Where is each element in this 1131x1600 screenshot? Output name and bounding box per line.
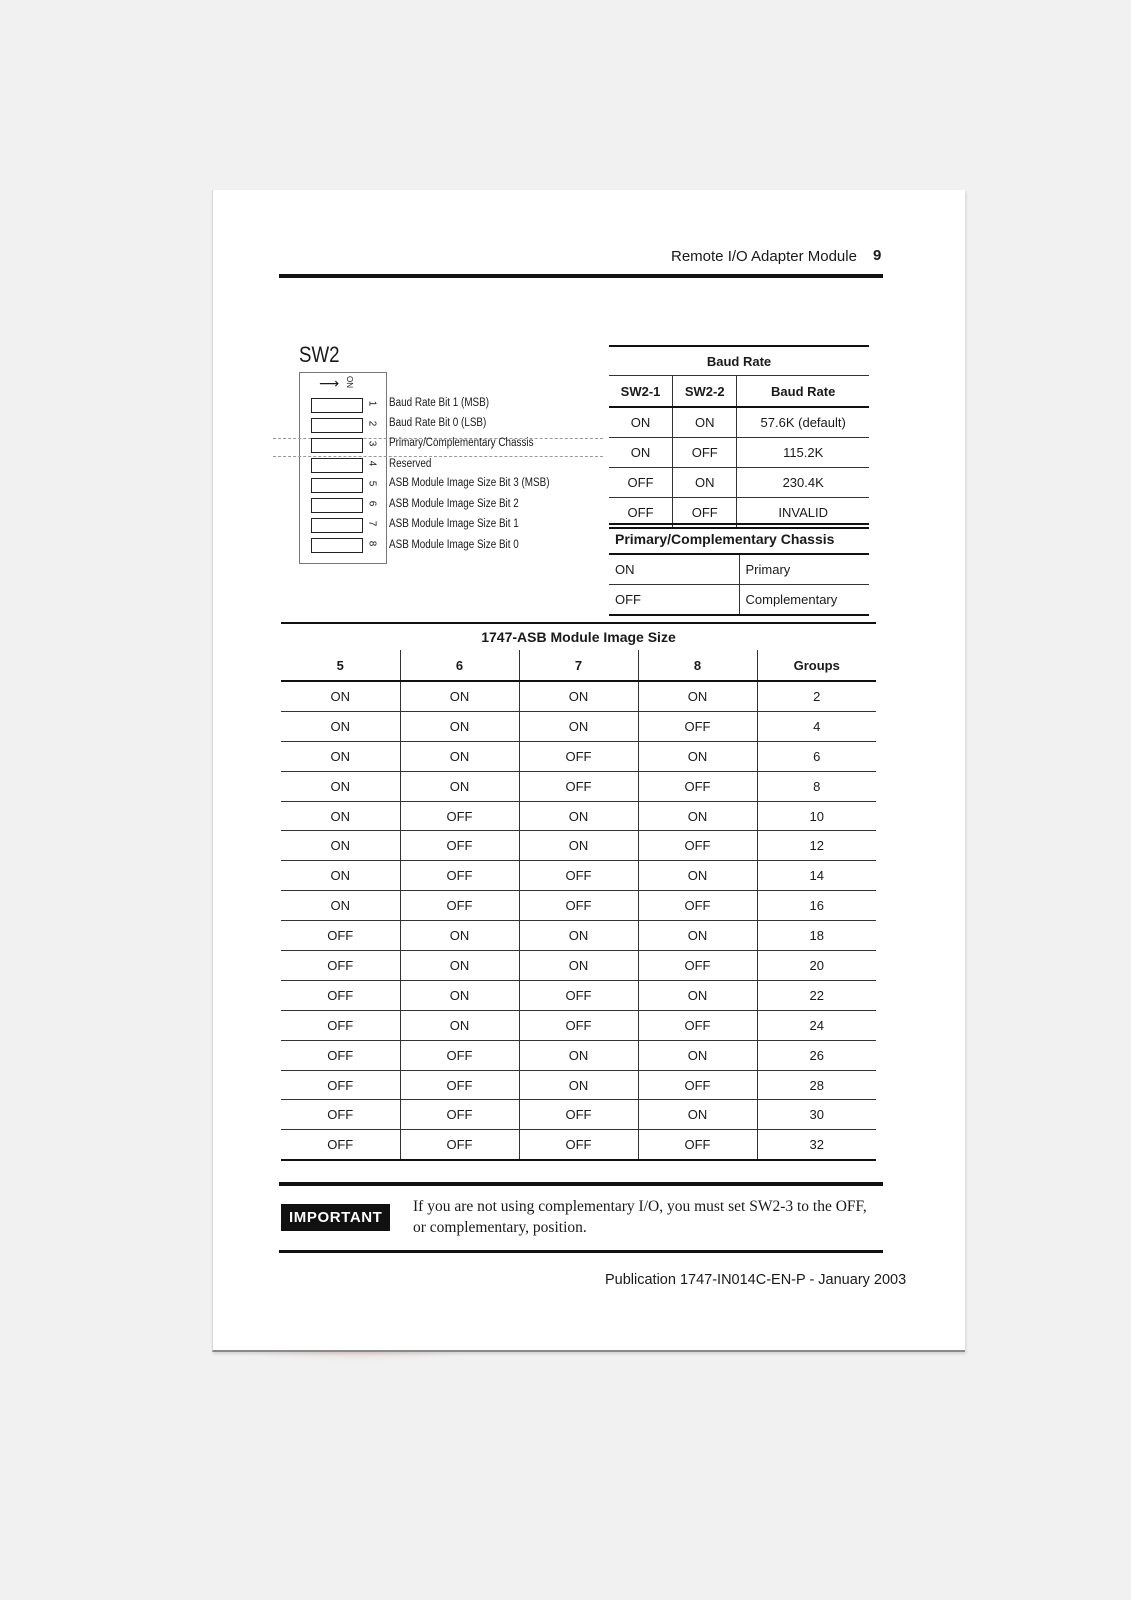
- table-cell: 22: [757, 980, 876, 1010]
- table-cell: ON: [638, 741, 757, 771]
- table-cell: OFF: [638, 771, 757, 801]
- table-cell: ON: [400, 980, 519, 1010]
- table-cell: OFF: [519, 861, 638, 891]
- table-cell: OFF: [281, 951, 400, 981]
- table-cell: OFF: [519, 980, 638, 1010]
- table-cell: 26: [757, 1040, 876, 1070]
- table-cell: OFF: [519, 1100, 638, 1130]
- sw2-title: SW2: [299, 342, 340, 367]
- table-row: [281, 891, 876, 921]
- table-cell: ON: [638, 921, 757, 951]
- table-cell: OFF: [281, 1070, 400, 1100]
- divider-dashed: [273, 456, 603, 457]
- table-row: [609, 438, 869, 468]
- table-cell: ON: [638, 801, 757, 831]
- chassis-table: [609, 523, 869, 616]
- table-cell: 8: [757, 771, 876, 801]
- switch-label: ASB Module Image Size Bit 3 (MSB): [389, 477, 550, 489]
- sw2-on-label: ON: [345, 376, 354, 388]
- table-cell: OFF: [281, 980, 400, 1010]
- table-cell: OFF: [400, 1100, 519, 1130]
- switch-number: 3: [366, 440, 378, 447]
- table-cell: ON: [400, 1010, 519, 1040]
- table-cell: 16: [757, 891, 876, 921]
- table-cell: OFF: [519, 1010, 638, 1040]
- table-row: [281, 831, 876, 861]
- column-header: 6: [400, 650, 519, 681]
- table-row: [281, 1100, 876, 1130]
- dip-switch-1: [311, 398, 363, 413]
- table-cell: OFF: [281, 1010, 400, 1040]
- table-cell: OFF: [638, 1010, 757, 1040]
- table-cell: ON: [281, 801, 400, 831]
- switch-number: 8: [366, 540, 378, 547]
- table-cell: OFF: [400, 1130, 519, 1160]
- chassis-table-title: Primary/Complementary Chassis: [609, 524, 869, 554]
- table-row: [281, 921, 876, 951]
- table-cell: ON: [609, 438, 673, 468]
- table-cell: 28: [757, 1070, 876, 1100]
- table-cell: OFF: [281, 1040, 400, 1070]
- table-row: [609, 585, 869, 616]
- table-cell: 14: [757, 861, 876, 891]
- note-rule: [279, 1250, 883, 1253]
- dip-switch-4: [311, 458, 363, 473]
- switch-label: ASB Module Image Size Bit 2: [389, 498, 519, 510]
- switch-number: 4: [366, 460, 378, 467]
- table-cell: OFF: [609, 498, 673, 529]
- table-cell: ON: [281, 741, 400, 771]
- table-cell: ON: [638, 980, 757, 1010]
- table-cell: ON: [400, 921, 519, 951]
- table-cell: ON: [281, 771, 400, 801]
- table-cell: 30: [757, 1100, 876, 1130]
- table-row: [281, 1010, 876, 1040]
- dip-switch-3: [311, 438, 363, 453]
- table-cell: 24: [757, 1010, 876, 1040]
- table-cell: ON: [400, 741, 519, 771]
- note-rule: [279, 1182, 883, 1186]
- table-cell: OFF: [400, 1040, 519, 1070]
- table-cell: 230.4K: [737, 468, 869, 498]
- table-cell: OFF: [400, 1070, 519, 1100]
- table-cell: OFF: [400, 831, 519, 861]
- switch-label: ASB Module Image Size Bit 0: [389, 539, 519, 551]
- publication-footer: Publication 1747-IN014C-EN-P - January 2003: [605, 1272, 907, 1288]
- table-row: [609, 407, 869, 438]
- page-header-title: Remote I/O Adapter Module: [671, 248, 857, 265]
- table-cell: Complementary: [739, 585, 869, 616]
- important-badge: IMPORTANT: [281, 1204, 390, 1231]
- table-cell: ON: [281, 831, 400, 861]
- table-cell: OFF: [519, 1130, 638, 1160]
- table-cell: OFF: [281, 1130, 400, 1160]
- table-cell: ON: [519, 801, 638, 831]
- table-cell: OFF: [638, 711, 757, 741]
- table-row: [281, 1040, 876, 1070]
- table-row: [281, 681, 876, 711]
- table-cell: OFF: [638, 891, 757, 921]
- table-cell: OFF: [673, 438, 737, 468]
- table-row: [281, 1070, 876, 1100]
- column-header: 5: [281, 650, 400, 681]
- table-cell: ON: [673, 468, 737, 498]
- table-cell: 10: [757, 801, 876, 831]
- table-cell: 32: [757, 1130, 876, 1160]
- table-cell: OFF: [609, 468, 673, 498]
- table-row: [281, 711, 876, 741]
- table-cell: Primary: [739, 554, 869, 585]
- dip-switch-5: [311, 478, 363, 493]
- table-cell: OFF: [281, 921, 400, 951]
- table-row: [609, 468, 869, 498]
- table-cell: ON: [519, 711, 638, 741]
- dip-switch-6: [311, 498, 363, 513]
- switch-number: 7: [366, 520, 378, 527]
- switch-number: 6: [366, 500, 378, 507]
- table-cell: 12: [757, 831, 876, 861]
- table-row: [281, 1130, 876, 1160]
- table-cell: OFF: [638, 1130, 757, 1160]
- column-header: SW2-1: [609, 376, 673, 408]
- table-cell: ON: [638, 861, 757, 891]
- table-cell: ON: [519, 921, 638, 951]
- table-cell: ON: [638, 681, 757, 711]
- switch-label: Baud Rate Bit 1 (MSB): [389, 397, 490, 409]
- table-cell: ON: [400, 681, 519, 711]
- page-number: 9: [873, 247, 882, 264]
- table-row: [281, 771, 876, 801]
- table-cell: ON: [519, 831, 638, 861]
- table-cell: ON: [615, 562, 635, 577]
- table-cell: OFF: [638, 951, 757, 981]
- table-cell: ON: [519, 681, 638, 711]
- switch-label: Reserved: [389, 458, 432, 470]
- column-header: SW2-2: [673, 376, 737, 408]
- table-cell: 20: [757, 951, 876, 981]
- switch-number: 5: [366, 480, 378, 487]
- column-header: Baud Rate: [737, 376, 869, 408]
- table-cell: ON: [400, 711, 519, 741]
- table-cell: ON: [519, 1040, 638, 1070]
- column-header: 8: [638, 650, 757, 681]
- table-cell: ON: [519, 951, 638, 981]
- baud-table-title: Baud Rate: [609, 346, 869, 376]
- table-row: [281, 801, 876, 831]
- table-row: [281, 980, 876, 1010]
- table-cell: ON: [638, 1040, 757, 1070]
- table-cell: ON: [609, 407, 673, 438]
- image-table-title: 1747-ASB Module Image Size: [481, 629, 676, 645]
- table-cell: ON: [400, 951, 519, 981]
- switch-number: 2: [366, 420, 378, 427]
- column-header: 7: [519, 650, 638, 681]
- table-cell: OFF: [400, 801, 519, 831]
- table-cell: 6: [757, 741, 876, 771]
- dip-switch-8: [311, 538, 363, 553]
- table-row: [281, 741, 876, 771]
- table-cell: OFF: [281, 1100, 400, 1130]
- document-page: [212, 190, 965, 1352]
- table-cell: ON: [400, 771, 519, 801]
- dip-switch-2: [311, 418, 363, 433]
- important-note-text: If you are not using complementary I/O, you must set SW2-3 to the OFF, or complementary, position.: [413, 1198, 867, 1236]
- table-cell: OFF: [609, 585, 739, 616]
- baud-rate-table: [609, 345, 869, 529]
- table-cell: 2: [757, 681, 876, 711]
- table-cell: OFF: [638, 1070, 757, 1100]
- table-cell: OFF: [400, 861, 519, 891]
- table-cell: ON: [281, 711, 400, 741]
- arrow-right-icon: ⟶: [319, 375, 340, 391]
- image-size-table: [281, 622, 876, 1161]
- table-cell: INVALID: [737, 498, 869, 529]
- switch-label: ASB Module Image Size Bit 1: [389, 518, 519, 530]
- table-row: [609, 554, 869, 585]
- table-cell: ON: [673, 407, 737, 438]
- table-cell: 4: [757, 711, 876, 741]
- table-row: [281, 951, 876, 981]
- dip-switch-7: [311, 518, 363, 533]
- table-cell: OFF: [519, 771, 638, 801]
- switch-label: Primary/Complementary Chassis: [389, 437, 534, 449]
- table-cell: ON: [281, 681, 400, 711]
- table-cell: ON: [281, 891, 400, 921]
- switch-number: 1: [366, 400, 378, 407]
- table-row: [281, 861, 876, 891]
- table-cell: ON: [638, 1100, 757, 1130]
- table-cell: 57.6K (default): [737, 407, 869, 438]
- table-cell: OFF: [519, 891, 638, 921]
- table-cell: ON: [519, 1070, 638, 1100]
- table-cell: ON: [281, 861, 400, 891]
- switch-label: Baud Rate Bit 0 (LSB): [389, 417, 487, 429]
- table-cell: 18: [757, 921, 876, 951]
- table-cell: 115.2K: [737, 438, 869, 468]
- table-cell: OFF: [400, 891, 519, 921]
- header-rule: [279, 274, 883, 278]
- table-cell: OFF: [519, 741, 638, 771]
- table-cell: OFF: [638, 831, 757, 861]
- column-header: Groups: [757, 650, 876, 681]
- table-cell: OFF: [673, 498, 737, 529]
